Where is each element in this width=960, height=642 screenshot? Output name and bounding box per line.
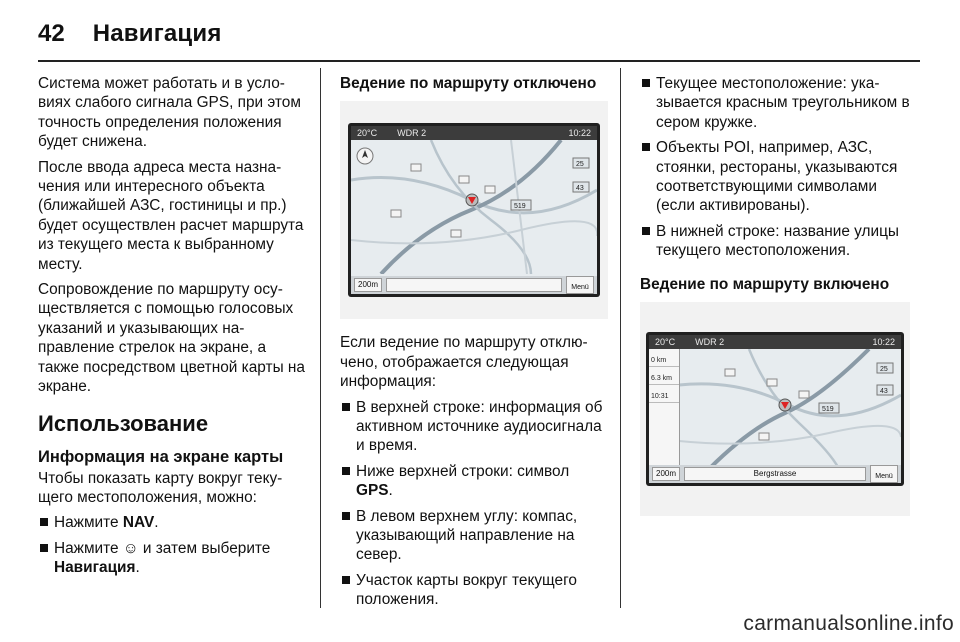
column-3 bbox=[640, 74, 910, 530]
arrival-time: 10:31 bbox=[649, 385, 679, 403]
temperature: 20°C bbox=[655, 337, 676, 348]
menu-button[interactable]: Menü bbox=[870, 465, 898, 483]
paragraph-show-map: Чтобы показать карту вокруг текущего местоположения, можно: bbox=[38, 469, 283, 506]
street-name bbox=[386, 278, 562, 292]
list-item: Объекты POI, например, АЗС, стоянки, рестораны, указываются соответствующими символами (если активированы). bbox=[640, 138, 910, 216]
map-top-bar bbox=[649, 335, 901, 349]
show-map-list bbox=[38, 513, 306, 577]
column-1 bbox=[38, 74, 306, 584]
guidance-off-list bbox=[340, 398, 608, 610]
list-item: Ниже верхней строки: символ GPS. bbox=[340, 462, 608, 501]
list-item: Участок карты вокруг текущего положения. bbox=[340, 571, 608, 610]
map-bottom-bar bbox=[351, 276, 597, 294]
list-item: Нажмите ☺ и затем выберите Навигация. bbox=[38, 539, 306, 578]
nav-key-label: NAV bbox=[122, 514, 155, 532]
street-name: Bergstrasse bbox=[684, 467, 866, 481]
map-info-list bbox=[640, 74, 910, 261]
watermark: carmanualsonline.info bbox=[743, 612, 954, 635]
map-area bbox=[649, 349, 901, 469]
map-top-bar bbox=[351, 126, 597, 140]
page-header bbox=[38, 14, 222, 54]
paragraph-gps: Система может работать и в условиях слабого сигнала GPS, при этом точность определения положения будет снижена. bbox=[38, 75, 301, 151]
map-screen-off bbox=[348, 123, 600, 297]
list-item: Текущее местоположение: указывается красным треугольником в сером кружке. bbox=[640, 74, 910, 132]
next-turn-distance: 0 km bbox=[649, 349, 679, 367]
paragraph-route-calc: После ввода адреса места назначения или интересного объекта (ближайшей АЗС, гостиницы и пр.) будет осуществлен расчет маршрута из текущего места к выбранному месту. bbox=[38, 158, 304, 273]
home-icon: ☺ bbox=[122, 539, 139, 557]
header-rule bbox=[38, 60, 920, 62]
road-label: 25 bbox=[576, 161, 584, 169]
guidance-panel bbox=[649, 349, 680, 465]
audio-source: WDR 2 bbox=[397, 128, 427, 139]
column-2 bbox=[340, 74, 608, 616]
column-divider-2 bbox=[620, 68, 621, 608]
list-item: Нажмите NAV. bbox=[38, 513, 306, 532]
heading-guidance-on: Ведение по маршруту включено bbox=[640, 275, 890, 293]
list-item: В левом верхнем углу: компас, указывающий направление на север. bbox=[340, 507, 608, 565]
list-item: В нижней строке: название улицы текущего местоположения. bbox=[640, 222, 910, 261]
road-label: 519 bbox=[514, 203, 526, 211]
bullet-icon bbox=[40, 518, 48, 526]
menu-button[interactable]: Menü bbox=[566, 276, 594, 294]
bullet-icon bbox=[642, 79, 650, 87]
paragraph-guidance: Сопровождение по маршруту осуществляется с помощью голосовых указаний и указывающих направление стрелок на экране, а также посредством цветной карты на экране. bbox=[38, 281, 305, 396]
heading-map-info: Информация на экране карты bbox=[38, 447, 284, 466]
bullet-icon bbox=[342, 403, 350, 411]
bullet-icon bbox=[342, 467, 350, 475]
temperature: 20°C bbox=[357, 128, 378, 139]
map-screen-on-figure bbox=[640, 302, 910, 516]
column-divider-1 bbox=[320, 68, 321, 608]
heading-guidance-off: Ведение по маршруту отключено bbox=[340, 75, 597, 92]
bullet-icon bbox=[642, 143, 650, 151]
navigation-key-label: Навигация bbox=[54, 559, 136, 577]
clock: 10:22 bbox=[568, 128, 591, 139]
list-item: В верхней строке: информация об активном источнике аудиосигнала и время. bbox=[340, 398, 608, 456]
audio-source: WDR 2 bbox=[695, 337, 725, 348]
map-screen-off-figure bbox=[340, 101, 608, 319]
heading-usage: Использование bbox=[38, 410, 209, 436]
bullet-icon bbox=[342, 576, 350, 584]
road-label: 25 bbox=[880, 366, 888, 374]
bullet-icon bbox=[40, 544, 48, 552]
scale-indicator: 200m bbox=[652, 467, 680, 481]
map-area bbox=[351, 140, 597, 274]
scale-indicator: 200m bbox=[354, 278, 382, 292]
road-label: 519 bbox=[822, 406, 834, 414]
remaining-distance: 6.3 km bbox=[649, 367, 679, 385]
road-label: 43 bbox=[576, 185, 584, 193]
road-label: 43 bbox=[880, 388, 888, 396]
map-screen-on bbox=[646, 332, 904, 486]
bullet-icon bbox=[642, 227, 650, 235]
page-number: 42 bbox=[38, 20, 65, 47]
clock: 10:22 bbox=[872, 337, 895, 348]
bullet-icon bbox=[342, 512, 350, 520]
gps-label: GPS bbox=[356, 482, 389, 500]
section-title: Навигация bbox=[92, 20, 222, 47]
map-bottom-bar bbox=[649, 465, 901, 483]
paragraph-info-shown: Если ведение по маршруту отключено, отображается следующая информация: bbox=[340, 334, 588, 391]
